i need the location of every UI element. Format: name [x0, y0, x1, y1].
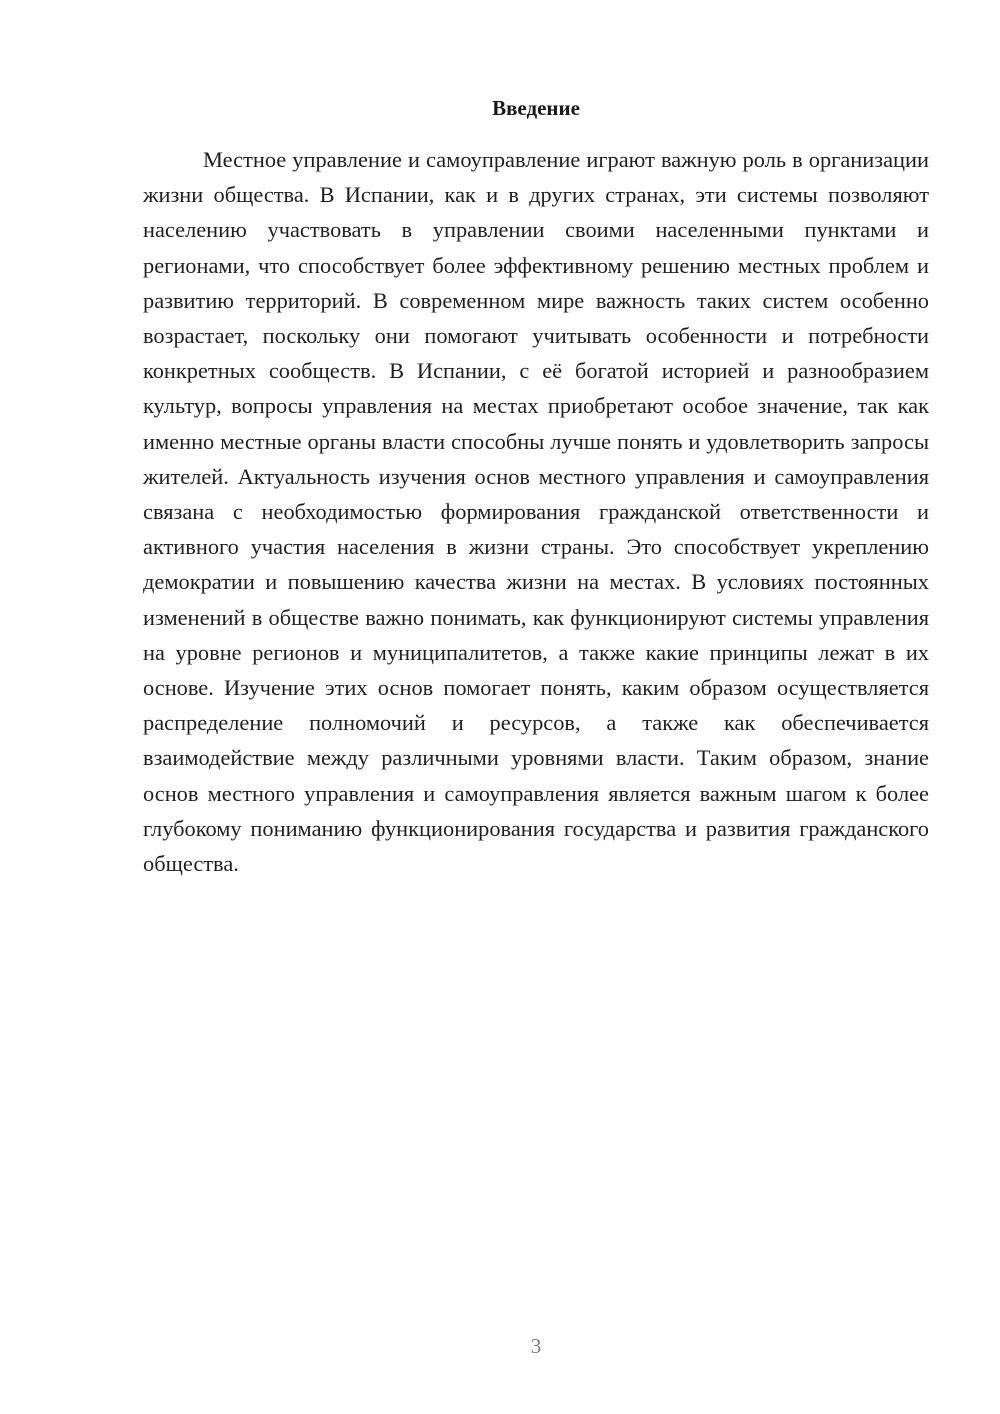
- page-title: Введение: [492, 96, 580, 120]
- body-paragraph: Местное управление и самоуправление играют важную роль в организации жизни общества. В Испании, как и в других странах, эти системы позволяют населению участвовать в управлении своими населенными пунктами и регионами, что способствует более эффективному решению местных проблем и развитию территорий. В современном мире важность таких систем особенно возрастает, поскольку они помогают учитывать особенности и потребности конкретных сообществ. В Испании, с её богатой историей и разнообразием культур, вопросы управления на местах приобретают особое значение, так как именно местные органы власти способны лучше понять и удовлетворить запросы жителей. Актуальность изучения основ местного управления и самоуправления связана с необходимостью формирования гражданской ответственности и активного участия населения в жизни страны. Это способствует укреплению демократии и повышению качества жизни на местах. В условиях постоянных изменений в обществе важно понимать, как функционируют системы управления на уровне регионов и муниципалитетов, а также какие принципы лежат в их основе. Изучение этих основ помогает понять, каким образом осуществляется распределение полномочий и ресурсов, а также как обеспечивается взаимодействие между различными уровнями власти. Таким образом, знание основ местного управления и самоуправления является важным шагом к более глубокому пониманию функционирования государства и развития гражданского общества.: [143, 147, 929, 877]
- page-number: 3: [530, 1334, 542, 1358]
